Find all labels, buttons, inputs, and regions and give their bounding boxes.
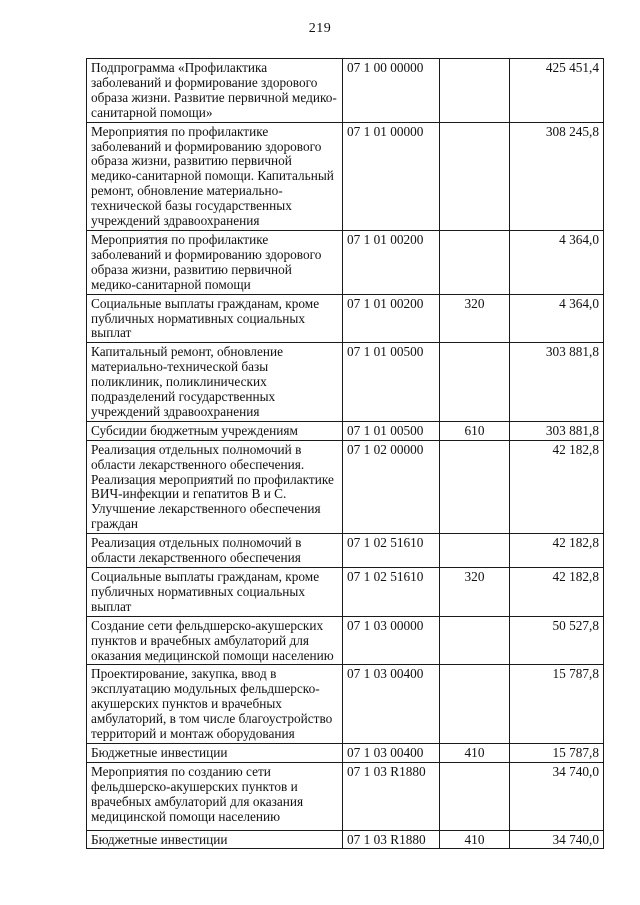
- row-amount: 42 182,8: [510, 440, 604, 533]
- row-target-code: 07 1 02 51610: [343, 534, 440, 568]
- row-target-code: 07 1 03 R1880: [343, 762, 440, 830]
- table-row: [87, 743, 604, 762]
- row-expense-type: 610: [440, 421, 510, 440]
- row-name: Социальные выплаты гражданам, кроме публичных нормативных социальных выплат: [87, 294, 343, 343]
- row-amount: 308 245,8: [510, 122, 604, 230]
- row-name: Мероприятия по созданию сети фельдшерско-акушерских пунктов и врачебных амбулаторий для оказания медицинской помощи населению: [87, 762, 343, 830]
- row-expense-type: [440, 762, 510, 830]
- row-amount: 303 881,8: [510, 343, 604, 422]
- row-name: Субсидии бюджетным учреждениям: [87, 421, 343, 440]
- row-expense-type: 410: [440, 830, 510, 849]
- table-row: [87, 762, 604, 830]
- row-amount: 15 787,8: [510, 743, 604, 762]
- row-name: Бюджетные инвестиции: [87, 830, 343, 849]
- row-amount: 34 740,0: [510, 830, 604, 849]
- page-number: 219: [308, 21, 332, 36]
- row-name: Реализация отдельных полномочий в области лекарственного обеспечения. Реализация мероприятий по профилактике ВИЧ-инфекции и гепатитов В и С. Улучшение лекарственного обеспечения граждан: [87, 440, 343, 533]
- row-target-code: 07 1 02 51610: [343, 568, 440, 617]
- row-name: Социальные выплаты гражданам, кроме публичных нормативных социальных выплат: [87, 568, 343, 617]
- table-row: [87, 665, 604, 744]
- row-target-code: 07 1 02 00000: [343, 440, 440, 533]
- row-amount: 425 451,4: [510, 59, 604, 123]
- row-target-code: 07 1 03 00400: [343, 743, 440, 762]
- row-name: Мероприятия по профилактике заболеваний и формированию здорового образа жизни, развитию первичной медико-санитарной помощи: [87, 230, 343, 294]
- table-row: [87, 421, 604, 440]
- row-name: Проектирование, закупка, ввод в эксплуатацию модульных фельдшерско-акушерских пунктов и врачебных амбулаторий, в том числе благоустройство территорий и монтаж оборудования: [87, 665, 343, 744]
- row-name: Бюджетные инвестиции: [87, 743, 343, 762]
- table-row: [87, 534, 604, 568]
- row-target-code: 07 1 01 00000: [343, 122, 440, 230]
- row-amount: 50 527,8: [510, 616, 604, 665]
- row-name: Капитальный ремонт, обновление материально-технической базы поликлиник, поликлинических подразделений государственных учреждений здравоохранения: [87, 343, 343, 422]
- row-expense-type: [440, 230, 510, 294]
- row-amount: 42 182,8: [510, 534, 604, 568]
- row-name: Подпрограмма «Профилактика заболеваний и формирование здорового образа жизни. Развитие первичной медико-санитарной помощи»: [87, 59, 343, 123]
- row-target-code: 07 1 01 00500: [343, 421, 440, 440]
- row-amount: 42 182,8: [510, 568, 604, 617]
- row-expense-type: [440, 59, 510, 123]
- row-amount: 15 787,8: [510, 665, 604, 744]
- row-target-code: 07 1 01 00200: [343, 230, 440, 294]
- row-expense-type: [440, 616, 510, 665]
- table-row: [87, 294, 604, 343]
- table-row: [87, 343, 604, 422]
- row-target-code: 07 1 03 00000: [343, 616, 440, 665]
- row-expense-type: [440, 122, 510, 230]
- row-expense-type: 320: [440, 294, 510, 343]
- row-target-code: 07 1 03 00400: [343, 665, 440, 744]
- row-expense-type: 320: [440, 568, 510, 617]
- row-amount: 4 364,0: [510, 294, 604, 343]
- row-expense-type: [440, 343, 510, 422]
- table-row: [87, 59, 604, 123]
- row-target-code: 07 1 01 00500: [343, 343, 440, 422]
- row-expense-type: [440, 534, 510, 568]
- table-row: [87, 122, 604, 230]
- table-row: [87, 830, 604, 849]
- table-row: [87, 440, 604, 533]
- budget-table: [86, 58, 604, 849]
- row-expense-type: [440, 440, 510, 533]
- row-target-code: 07 1 03 R1880: [343, 830, 440, 849]
- row-target-code: 07 1 00 00000: [343, 59, 440, 123]
- row-amount: 34 740,0: [510, 762, 604, 830]
- row-name: Создание сети фельдшерско-акушерских пунктов и врачебных амбулаторий для оказания медицинской помощи населению: [87, 616, 343, 665]
- row-expense-type: 410: [440, 743, 510, 762]
- row-target-code: 07 1 01 00200: [343, 294, 440, 343]
- table-row: [87, 616, 604, 665]
- row-name: Реализация отдельных полномочий в области лекарственного обеспечения: [87, 534, 343, 568]
- row-expense-type: [440, 665, 510, 744]
- row-name: Мероприятия по профилактике заболеваний и формированию здорового образа жизни, развитию первичной медико-санитарной помощи. Капитальный ремонт, обновление материально-технической базы государственных учреждений здравоохранения: [87, 122, 343, 230]
- table-row: [87, 568, 604, 617]
- table-row: [87, 230, 604, 294]
- row-amount: 303 881,8: [510, 421, 604, 440]
- row-amount: 4 364,0: [510, 230, 604, 294]
